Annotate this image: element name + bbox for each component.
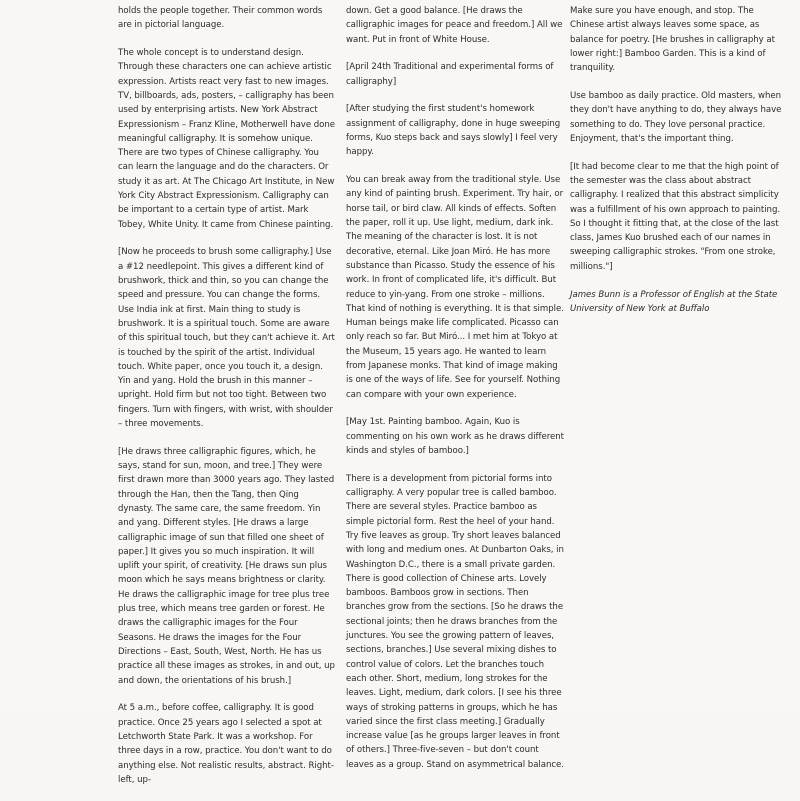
paragraph: The whole concept is to understand design. Through these characters one can achieve artistic expression. Artists react very fast to new images. TV, billboards, ads, posters, – calligraphy has been used by enterprising artists. New York Abstract Expressionism – Franz Kline, Motherwell have done meaningful calligraphy. It is somehow unique. There are two types of Chinese calligraphy. You can learn the language and do the characters. Or study it as art. At The Chicago Art Institute, in New York City Abstract Expressionism. Calligraphy can be important to a certain type of artist. Mark Tobey, White Unity. It came from Chinese painting. <box>118 48 336 230</box>
paragraph: [It had become clear to me that the high point of the semester was the class about abstract calligraphy. I realized that this abstract simplicity was a fulfillment of his own approach to painting. So I thought it fitting that, at the close of the last class, James Kuo brushed each of our names in sweeping calligraphic strokes. "From one stroke, millions."] <box>570 161 781 272</box>
paragraph: holds the people together. Their common words are in pictorial language. <box>118 6 323 31</box>
paragraph: down. Get a good balance. [He draws the calligraphic images for peace and freedom.] All we want. Put in front of White House. <box>346 6 563 45</box>
paragraph: There is a development from pictorial forms into calligraphy. A very popular tree is called bamboo. There are several styles. Practice bamboo as simple pictorial form. Rest the heel of your hand. Try five leaves as group. Try short leaves balanced with long and medium ones. At Dunbarton Oaks, in Washington D.C., there is a small private garden. There is good collection of Chinese arts. Lovely bamboos. Bamboos grow in sections. Then branches grow from the sections. [So he draws the sectional joints; then he draws branches from the junctures. You see the growing pattern of leaves, sections, branches.] Use several mixing dishes to control value of colors. Let the branches touch each other. Short, medium, long strokes for the leaves. Light, medium, dark colors. [I see his three ways of stroking patterns in groups, which he has varied since the first class meeting.] Gradually increase value [as he groups larger leaves in front of others.] Three-five-seven – but don't count leaves as a group. Stand on asymmetrical balance. <box>346 473 564 770</box>
paragraph: [After studying the first student's homework assignment of calligraphy, done in huge sweeping forms, Kuo steps back and says slowly] I feel very happy. <box>346 104 561 158</box>
paragraph: [May 1st. Painting bamboo. Again, Kuo is commenting on his own work as he draws different kinds and styles of bamboo.] <box>346 417 564 457</box>
text-column-3 <box>570 4 788 330</box>
paragraph: [April 24th Traditional and experimental forms of calligraphy] <box>346 62 554 87</box>
paragraph: Make sure you have enough, and stop. The Chinese artist always leaves some space, as balance for poetry. [He brushes in calligraphy at lower right:] Bamboo Garden. This is a kind of tranquility. <box>570 6 775 74</box>
text-column-2 <box>346 4 564 786</box>
paragraph: [He draws three calligraphic figures, which, he says, stand for sun, moon, and tree.] They were first drawn more than 3000 years ago. They lasted through the Han, then the Tang, then Qing dynasty. The same care, the same freedom. Yin and yang. Different styles. [He draws a large calligraphic image of sun that filled one sheet of paper.] It gives you so much inspiration. It will uplift your spirit, of creativity. [He draws sun plus moon which he says means brightness or clarity. He draws the calligraphic image for tree plus tree plus tree, which means tree garden or forest. He draws the calligraphic images for the Four Seasons. He draws the images for the Four Directions – East, South, West, North. He has us practice all these images as strokes, in and out, up and down, the orientations of his brush.] <box>118 446 335 686</box>
author-bio: James Bunn is a Professor of English at the State University of New York at Buffalo <box>570 289 778 314</box>
paragraph: You can break away from the traditional style. Use any kind of painting brush. Experiment. Try hair, or horse tail, or bird claw. All kinds of effects. Soften the paper, roll it up. Use light, medium, dark ink. The meaning of the character is lost. It is not decorative, eternal. Like Joan Miró. He has more substance than Picasso. Study the essence of his work. In front of complicated life, it's difficult. But reduce to yin-yang. From one stroke – millions. That kind of nothing is everything. It is that simple. Human beings make life complicated. Picasso can only reach so far. But Miró... I met him at Tokyo at the Museum, 15 years ago. He wanted to learn from Japanese monks. That kind of image making is one of the ways of life. See for yourself. Nothing can compare with your own experience. <box>346 175 564 400</box>
text-column-1 <box>118 4 336 801</box>
paragraph: Use bamboo as daily practice. Old masters, when they don't have anything to do, they always have something to do. They love personal practice. Enjoyment, that's the important thing. <box>570 90 782 144</box>
paragraph: At 5 a.m., before coffee, calligraphy. It is good practice. Once 25 years ago I selected a spot at Letchworth State Park. It was a workshop. For three days in a row, practice. You don't want to do anything else. Not realistic results, abstract. Right-left, up- <box>118 703 334 785</box>
paragraph: [Now he proceeds to brush some calligraphy.] Use a #12 needlepoint. This gives a different kind of brushwork, thick and thin, so you can change the speed and pressure. You can change the forms. Use India ink at first. Main thing to study is brushwork. It is a spiritual touch. Some are aware of this spiritual touch, but they can't achieve it. Art is touched by the spirit of the artist. Individual touch. White paper, once you touch it, a design. Yin and yang. Hold the brush in this manner – upright. Hold firm but not too tight. Between two fingers. Turn with fingers, with wrist, with shoulder – three movements. <box>118 247 335 430</box>
